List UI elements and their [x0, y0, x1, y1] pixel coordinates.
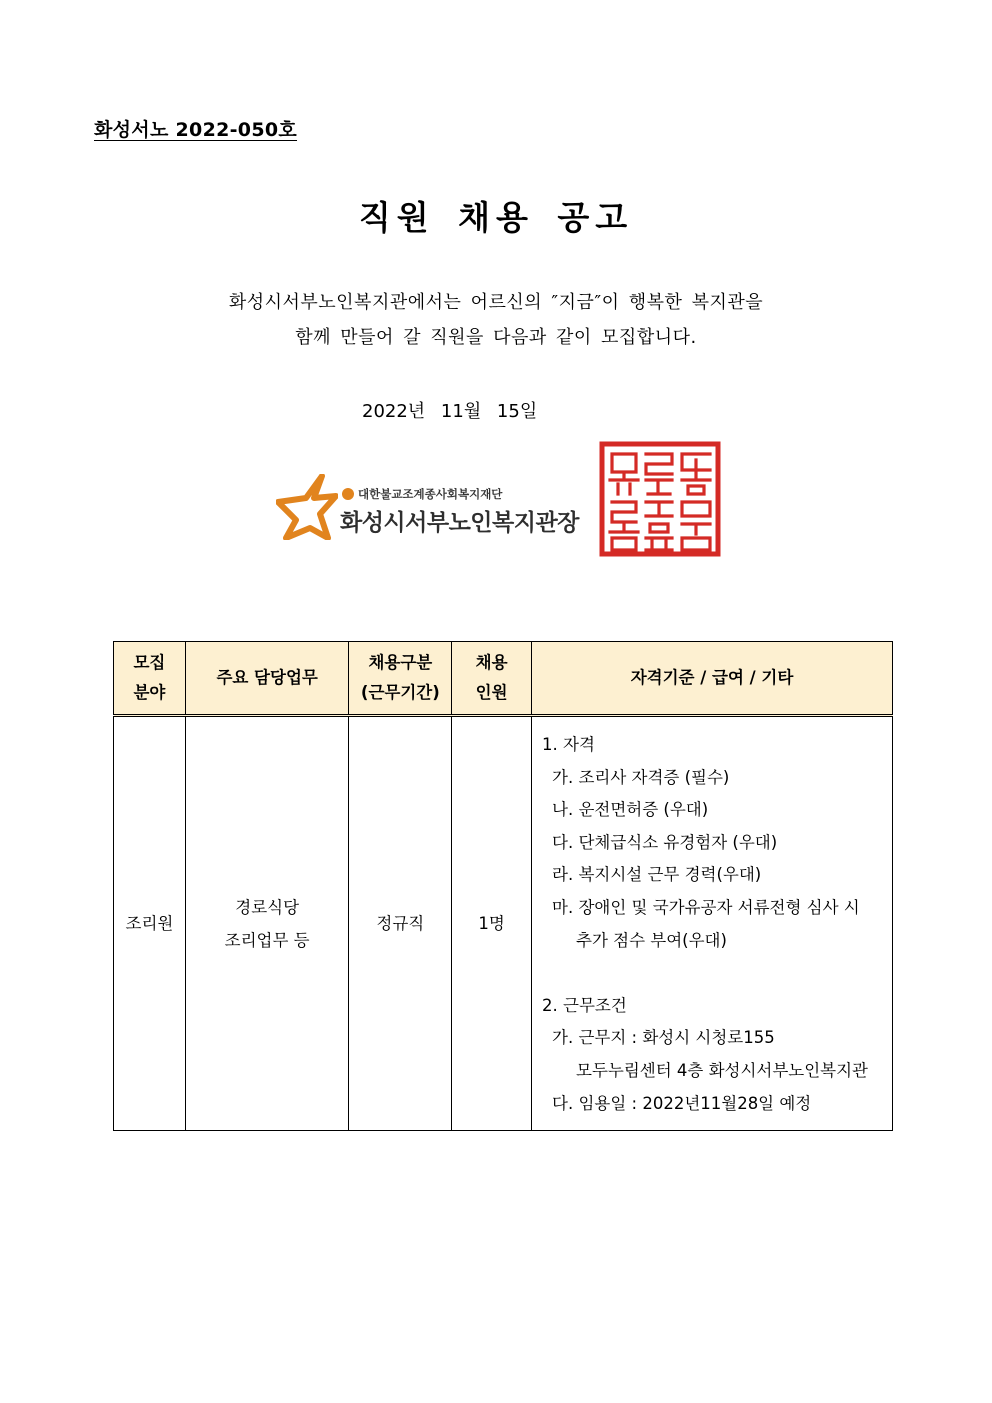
cell-duty-line-1: 경로식당: [235, 897, 300, 917]
cell-type: 정규직: [349, 716, 452, 1131]
header-count: [452, 642, 532, 716]
header-field-line-1: 모집: [133, 653, 166, 672]
header-field-line-2: 분야: [133, 683, 166, 702]
criteria-heading-conditions: 2. 근무조건: [542, 995, 627, 1015]
official-seal: [598, 440, 722, 558]
foundation-name: [342, 486, 502, 502]
document-number: 화성서노 2022-050호: [94, 119, 298, 141]
criteria-item: 나. 운전면허증 (우대): [552, 800, 709, 820]
criteria-spacer: [542, 957, 888, 990]
criteria-item: 다. 임용일 : 2022년11월28일 예정: [552, 1093, 812, 1113]
intro-line-1: 화성시서부노인복지관에서는 어르신의 ″지금″이 행복한 복지관을: [228, 292, 764, 313]
header-duty: 주요 담당업무: [185, 642, 349, 716]
organization-name: 화성시서부노인복지관장: [340, 510, 579, 536]
criteria-item: 가. 조리사 자격증 (필수): [552, 767, 730, 787]
header-criteria: 자격기준 / 급여 / 기타: [532, 642, 893, 716]
announcement-date: 2022년 11월 15일: [362, 401, 538, 422]
cell-count: 1명: [452, 716, 532, 1131]
header-type: [349, 642, 452, 716]
intro-line-2: 함께 만들어 갈 직원을 다음과 같이 모집합니다.: [295, 327, 697, 348]
header-count-line-1: 채용: [475, 653, 508, 672]
header-count-line-2: 인원: [475, 683, 508, 702]
criteria-item: 마. 장애인 및 국가유공자 서류전형 심사 시: [552, 897, 860, 917]
criteria-heading-qualification: 1. 자격: [542, 735, 595, 754]
foundation-name-text: 대한불교조계종사회복지재단: [358, 487, 503, 501]
header-type-line-2: (근무기간): [360, 683, 440, 702]
cell-field: 조리원: [114, 716, 186, 1131]
recruitment-table: [113, 641, 893, 1131]
foundation-star-icon: [276, 474, 338, 540]
criteria-item-continuation: 모두누림센터 4층 화성시서부노인복지관: [576, 1060, 868, 1080]
page-title: 직원 채용 공고: [358, 198, 634, 237]
criteria-item: 라. 복지시설 근무 경력(우대): [552, 865, 762, 885]
cell-criteria: [532, 716, 893, 1131]
intro-text: [0, 285, 992, 355]
cell-duty: [185, 716, 349, 1131]
dharma-wheel-icon: [342, 488, 354, 500]
header-type-line-1: 채용구분: [368, 653, 433, 672]
criteria-item-continuation: 추가 점수 부여(우대): [576, 930, 727, 950]
criteria-item: 다. 단체급식소 유경험자 (우대): [552, 832, 778, 852]
table-row: [114, 716, 893, 1131]
cell-duty-line-2: 조리업무 등: [224, 930, 310, 950]
table-header-row: [114, 642, 893, 716]
organization-logo: [276, 474, 596, 540]
header-field: [114, 642, 186, 716]
criteria-item: 가. 근무지 : 화성시 시청로155: [552, 1028, 775, 1048]
